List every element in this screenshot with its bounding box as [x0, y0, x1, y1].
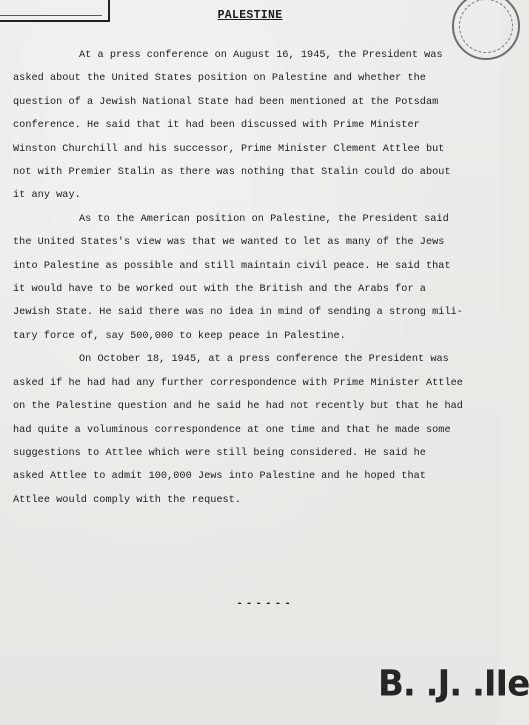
text-line: conference. He said that it had been discussed with Prime Minister	[13, 120, 420, 132]
text-line: asked Attlee to admit 100,000 Jews into Palestine and he hoped that	[13, 471, 426, 483]
text-line: asked about the United States position on Palestine and whether the	[13, 73, 426, 85]
text-line: Jewish State. He said there was no idea in mind of sending a strong mili-	[13, 307, 463, 319]
text-line: Winston Churchill and his successor, Prime Minister Clement Attlee but	[13, 143, 445, 155]
text-line: question of a Jewish National State had been mentioned at the Potsdam	[13, 96, 439, 108]
text-line: tary force of, say 500,000 to keep peace in Palestine.	[13, 330, 346, 342]
text-line: the United States's view was that we wanted to let as many of the Jews	[13, 237, 445, 249]
text-line: on the Palestine question and he said he had not recently but that he had	[13, 401, 463, 413]
text-line: into Palestine as possible and still maintain civil peace. He said that	[13, 260, 451, 272]
text-line: suggestions to Attlee which were still being considered. He said he	[13, 447, 426, 459]
text-line: it would have to be worked out with the British and the Arabs for a	[13, 284, 426, 296]
text-line: asked if he had had any further correspondence with Prime Minister Attlee	[13, 377, 463, 389]
text-line: At a press conference on August 16, 1945, the President was	[79, 50, 443, 61]
page-identifier-mark: B. .J. .IIe	[378, 663, 529, 705]
text-line: On October 18, 1945, at a press conference the President was	[79, 354, 449, 366]
text-line: had quite a voluminous correspondence at one time and that he made some	[13, 424, 451, 436]
text-line: not with Premier Stalin as there was nothing that Stalin could do about	[13, 167, 451, 179]
page-title: PALESTINE	[217, 9, 283, 22]
text-line: Attlee would comply with the request.	[13, 494, 242, 506]
separator-dashes: ------	[236, 598, 294, 610]
document-body	[13, 44, 491, 512]
text-line: As to the American position on Palestine, the President said	[79, 213, 449, 225]
text-line: it any way.	[13, 190, 81, 202]
